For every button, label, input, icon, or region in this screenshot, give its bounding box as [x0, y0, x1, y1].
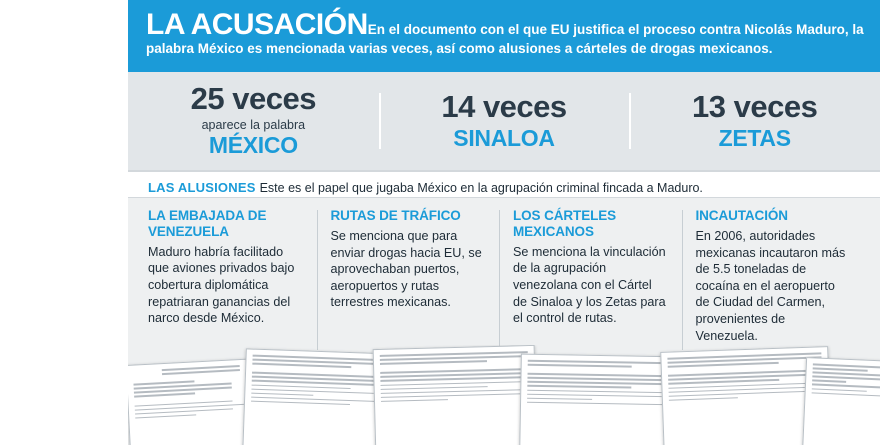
stat-middle-label: aparece la palabra [201, 118, 306, 132]
column-title: LA EMBAJADA DE VENEZUELA [148, 208, 267, 239]
column-title: LOS CÁRTELES MEXICANOS [513, 208, 617, 239]
column-rutas [317, 208, 500, 358]
column-body: Se menciona que para enviar drogas hacia EU, se aprovechaban puertos, aeropuertos y rutas terrestres mexicanas. [330, 228, 482, 310]
column-body: Maduro habría facilitado que aviones privados bajo cobertura diplomática repatriaran ganancias del narco desde México. [148, 244, 295, 326]
header-text-block [146, 10, 864, 58]
stat-word: MÉXICO [208, 132, 298, 159]
alusiones-title: LAS ALUSIONES [148, 180, 256, 195]
column-title: RUTAS DE TRÁFICO [330, 208, 461, 223]
document-collage [128, 345, 880, 445]
document-page [802, 357, 880, 445]
column-title: INCAUTACIÓN [695, 208, 788, 223]
stat-count: 13 veces [692, 89, 818, 125]
stats-band [128, 72, 880, 170]
stat-zetas [629, 85, 880, 157]
alusiones-strip [128, 170, 880, 198]
column-body: Se menciona la vinculación de la agrupación venezolana con el Cártel de Sinaloa y los Zetas para el control de rutas. [513, 244, 666, 326]
stat-sinaloa [379, 85, 630, 157]
stat-count: 14 veces [441, 89, 567, 125]
document-page [373, 345, 538, 445]
stat-mexico [128, 77, 379, 164]
columns-section [128, 198, 880, 358]
page-title: LA ACUSACIÓN [146, 8, 368, 41]
stat-count: 25 veces [190, 81, 316, 117]
stat-word: SINALOA [453, 124, 555, 151]
document-page [519, 354, 679, 445]
column-embajada [148, 208, 317, 358]
alusiones-text: Este es el papel que jugaba México en la agrupación criminal fincada a Maduro. [259, 181, 703, 195]
infographic [128, 0, 880, 445]
column-body: En 2006, autoridades mexicanas incautaron más de 5.5 toneladas de cocaína en el aeropuerto de Ciudad del Carmen, provenientes de Venezuela. [695, 228, 846, 343]
header-subtitle: En el documento con el que EU justifica el proceso contra Nicolás Maduro, la palabra México es mencionada varias veces, así como alusiones a cárteles de drogas mexicanos. [146, 22, 864, 56]
column-carteles [499, 208, 682, 358]
stat-word: ZETAS [718, 124, 791, 151]
header-band [128, 0, 880, 72]
column-incautacion [682, 208, 865, 358]
